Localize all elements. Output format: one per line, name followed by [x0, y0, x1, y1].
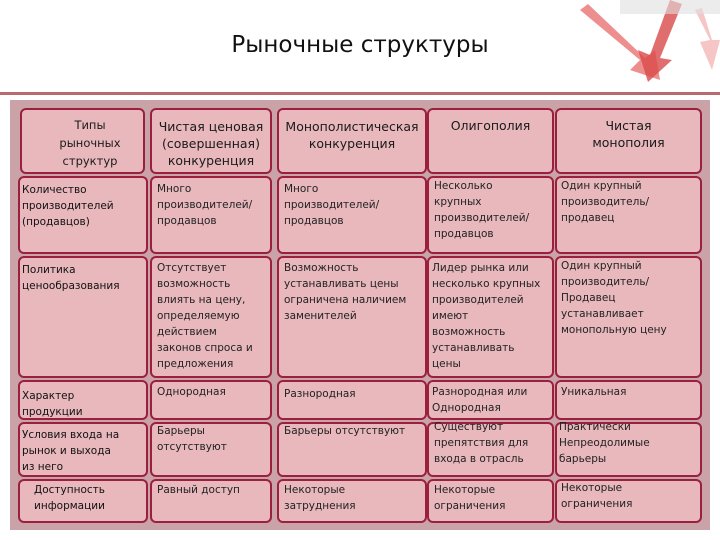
cell-text: Однородная — [157, 386, 226, 398]
corner-label: Типы рыночных структур — [59, 118, 121, 168]
header-label-pure-competition: Чистая ценовая (совершенная) конкуренция — [158, 119, 264, 168]
row-label: Характер продукции — [22, 390, 83, 418]
cell-text: Разнородная или Однородная — [432, 386, 528, 414]
slide-title: Рыночные структуры — [231, 32, 489, 58]
cell-text: Некоторые затруднения — [284, 484, 356, 512]
cell-text: Много производителей/ продавцов — [157, 183, 253, 227]
row-label: Количество производителей (продавцов) — [22, 184, 114, 228]
cell-text: Барьеры отсутствуют — [157, 425, 227, 453]
cell-text: Равный доступ — [157, 484, 240, 496]
cell-text: Разнородная — [284, 388, 356, 400]
header-label-oligopoly: Олигополия — [450, 118, 531, 133]
cell-text: Лидер рынка или несколько крупных производителей имеют возможность устанавливать цены — [432, 262, 541, 370]
cell-text: Несколько крупных производителей/ продавцов — [434, 180, 530, 240]
header-label-monopolistic: Монополистическая конкуренция — [285, 119, 419, 151]
row-label: Условия входа на рынок и выхода из него — [22, 429, 120, 473]
cell-text: Существуют препятствия для входа в отрасль — [434, 421, 529, 465]
cell-text: Один крупный производитель/ Продавец устанавливает монопольную цену — [561, 260, 667, 336]
title-divider — [0, 92, 720, 95]
cell-text: Некоторые ограничения — [434, 484, 506, 512]
cell-text: Практически Непреодолимые барьеры — [559, 421, 650, 465]
row-label: Политика ценообразования — [22, 264, 120, 292]
cell-text: Возможность устанавливать цены ограничена наличием заменителей — [284, 262, 407, 322]
cell-text: Барьеры отсутствуют — [284, 425, 406, 437]
cell-text: Много производителей/ продавцов — [284, 183, 380, 227]
row-label: Доступность информации — [34, 484, 105, 512]
cell-text: Уникальная — [561, 386, 627, 398]
cell-text: Один крупный производитель/ продавец — [561, 180, 650, 224]
header-label-pure-monopoly: Чистая монополия — [592, 118, 665, 150]
cell-text: Некоторые ограничения — [561, 482, 633, 510]
cell-text: Отсутствует возможность влиять на цену, определяемую действием законов спроса и предложения — [157, 262, 253, 370]
